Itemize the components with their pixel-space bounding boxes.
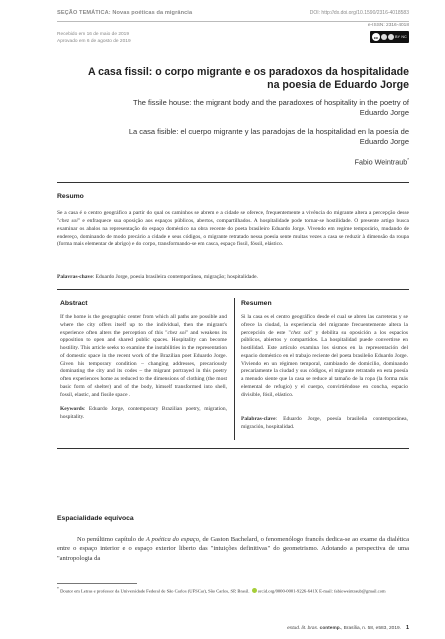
keywords-es: Palabras-clave: Eduardo Jorge, poesía brasileña contemporánea, migración, hospitalidad. bbox=[241, 416, 408, 430]
cc-license-badge[interactable] bbox=[370, 31, 409, 43]
resumo-top-rule bbox=[57, 182, 409, 183]
author-name bbox=[355, 157, 409, 166]
keywords-en: Keywords: Eduardo Jorge, contemporary Brazilian poetry, migration, hospitality. bbox=[60, 406, 227, 420]
dates-block bbox=[57, 31, 131, 45]
eissn-label: e-ISSN: 2316-4018 bbox=[367, 23, 409, 28]
resumo-bottom-rule bbox=[57, 289, 409, 290]
abstract-paragraph: If the home is the geographic center from which all paths are possible and where the city offers itself up to the individual, then the migrant's experience often alters the perception of this "chez soi" and weakens its opposition to open and shared public spaces. Hospitality can become hostility. This article seeks to examine the instabilities in the representation of domestic space in the recent work of the Brazilian poet Eduardo Jorge. Given his temporary condition – changing addresses, precariously dominating the city and its codes – the migrant portrayed in this poetry often experiences home as reduced to the dimensions of clothing (the most basic form of shelter) and of the body, himself transformed into shell, fossil, elastic, and fissile space . bbox=[60, 314, 228, 398]
abstracts-bottom-rule bbox=[57, 448, 409, 449]
license-pictograms bbox=[381, 34, 394, 40]
doi-link[interactable]: DOI: http://dx.doi.org/10.1590/2316-4018583 bbox=[309, 10, 409, 16]
license-label: BY NC bbox=[395, 35, 407, 39]
article-title-en: The fissile house: the migrant body and the paradoxes of hospitality in the poetry of Eduardo Jorge bbox=[133, 98, 409, 117]
section-heading: Espacialidade equívoca bbox=[57, 515, 134, 522]
footnote: * Doutor em Letras e professor da Universidade Federal de São Carlos (UFSCar), São Carlos, SP, Brasil. orcid.org/0000-0001-9226-641X E-mail: fabioweintraub@gmail.com bbox=[57, 587, 386, 594]
body-paragraph: No penúltimo capítulo de A poética do espaço, de Gaston Bachelard, o fenomenólogo francês dedica-se ao exame da dialética entre o espaço interior e o espaço exterior liberto das "intuições definitivas" do geometrismo. Adotando a perspectiva de uma "antropologia da bbox=[57, 536, 409, 562]
footnote-rule bbox=[57, 583, 137, 584]
header-divider bbox=[57, 21, 409, 22]
page-number: 1 bbox=[405, 625, 409, 631]
nc-icon bbox=[388, 34, 394, 40]
orcid-link[interactable]: orcid.org/0000-0001-9226-641X E-mail: fabioweintraub@gmail.com bbox=[257, 588, 386, 594]
footnote-mark: * bbox=[57, 587, 59, 591]
author-footnote-mark[interactable]: * bbox=[407, 157, 409, 162]
resumo-heading: Resumo bbox=[57, 193, 84, 200]
creative-commons-icon: cc bbox=[373, 34, 379, 40]
resumen-paragraph: Si la casa es el centro geográfico desde el cual se abren las carreteras y se ofrece la ciudad, la experiencia del migrante frecuentemente altera la percepción de este "chez soi" y debilita su oposición a los espacios públicos, abiertos y compartidos. La hospitalidad puede convertirse en hostilidad. Este artículo examina los sismos en la representación del espacio doméstico en el trabajo reciente del poeta brasileño Eduardo Jorge. Viviendo en un régimen temporal, cambiando de domicilio, dominando precariamente la ciudad y sus códigos, el migrante retratado en esta poesía a menudo siente que la casa se reduce al tamaño de la ropa (la forma más elemental de refugio) y el cuerpo, convirtiéndose en concha, espacio divisible, fósil, elástico. bbox=[241, 314, 408, 398]
abstract-heading: Abstract bbox=[60, 300, 88, 307]
resumen-heading: Resumen bbox=[241, 300, 272, 307]
journal-citation: estud. lit. bras. contemp., Brasília, n. 58, e583, 2019. bbox=[287, 626, 401, 631]
author-label: Fabio Weintraub bbox=[354, 157, 408, 167]
approved-date: Aprovado em 6 de agosto de 2019 bbox=[57, 39, 131, 44]
orcid-icon[interactable] bbox=[252, 588, 257, 593]
column-divider bbox=[234, 298, 235, 440]
resumo-paragraph: Se a casa é o centro geográfico a partir do qual os caminhos se abrem e a cidade se oferece, frequentemente a vivência do migrante altera a percepção desse "chez soi" e enfraquece sua oposição aos espaços públicos, abertos, compartilhados. A hospitalidade pode tornar-se hostilidade. O presente artigo busca examinar os abalos na representação do espaço doméstico na obra recente do poeta brasileiro Eduardo Jorge. Vivendo em regime temporário, mudando de endereço, dominando de modo precário a cidade e seus códigos, o migrante retratado nessa poesia sente muitas vezes a casa se reduzir à dimensão da roupa (forma mais elementar de abrigo) e do corpo, transformando-se em casca, espaço fissil, fóssil, elástico. bbox=[57, 210, 409, 248]
received-date: Recebido em 16 de maio de 2019 bbox=[57, 32, 130, 37]
article-title-pt: A casa fissil: o corpo migrante e os paradoxos da hospitalidade na poesia de Eduardo Jorge bbox=[87, 66, 409, 91]
palavras-chave: Palavras-chave: Eduardo Jorge, poesia brasileira contemporânea, migração; hospitalidade. bbox=[57, 274, 258, 280]
article-title-es: La casa fisible: el cuerpo migrante y las paradojas de la hospitalidad en la poesía de Eduardo Jorge bbox=[128, 127, 409, 146]
by-icon bbox=[381, 34, 387, 40]
section-label: SEÇÃO TEMÁTICA: Novas poéticas da migrância bbox=[57, 10, 193, 16]
